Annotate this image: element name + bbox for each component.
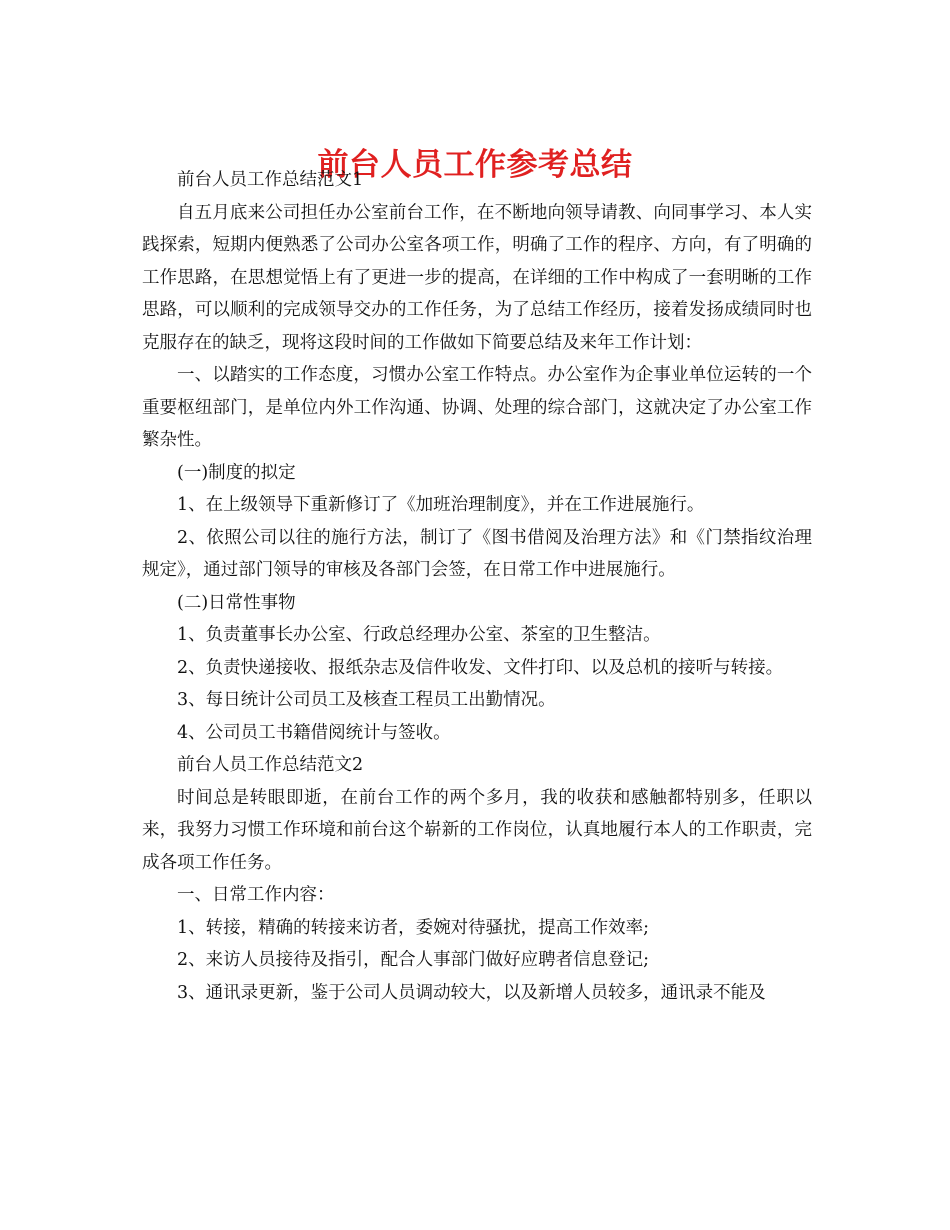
paragraph: 2、来访人员接待及指引，配合人事部门做好应聘者信息登记; xyxy=(177,950,650,970)
paragraph: 2、负责快递接收、报纸杂志及信件收发、文件打印、以及总机的接听与转接。 xyxy=(177,657,784,678)
paragraph: 前台人员工作总结范文1 xyxy=(177,170,364,190)
paragraph: 2、依照公司以往的施行方法，制订了《图书借阅及治理方法》和《门禁指纹治理规定》，通过部门领导的审核及各部门会签，在日常工作中进展施行。 xyxy=(142,527,812,580)
paragraph: 一、日常工作内容： xyxy=(177,885,335,905)
paragraph: 3、每日统计公司员工及核查工程员工出勤情况。 xyxy=(177,690,556,710)
paragraph: 3、通讯录更新，鉴于公司人员调动较大，以及新增人员较多，通讯录不能及 xyxy=(177,982,766,1003)
paragraph: 1、转接，精确的转接来访者，委婉对待骚扰，提高工作效率; xyxy=(177,917,650,938)
paragraph: 一、以踏实的工作态度，习惯办公室工作特点。办公室作为企事业单位运转的一个重要枢纽部门，是单位内外工作沟通、协调、处理的综合部门，这就决定了办公室工作繁杂性。 xyxy=(142,365,812,450)
paragraph: 时间总是转眼即逝，在前台工作的两个多月，我的收获和感触都特别多，任职以来，我努力习惯工作环境和前台这个崭新的工作岗位，认真地履行本人的工作职责，完成各项工作任务。 xyxy=(142,787,812,873)
paragraph: (一)制度的拟定 xyxy=(177,462,296,483)
paragraph: 前台人员工作总结范文2 xyxy=(177,755,364,775)
paragraph: 1、负责董事长办公室、行政总经理办公室、茶室的卫生整洁。 xyxy=(177,625,661,645)
paragraph: 4、公司员工书籍借阅统计与签收。 xyxy=(177,722,451,743)
paragraph: 自五月底来公司担任办公室前台工作，在不断地向领导请教、向同事学习、本人实践探索，短期内便熟悉了公司办公室各项工作，明确了工作的程序、方向，有了明确的工作思路，在思想觉悟上有了更进一步的提高，在详细的工作中构成了一套明晰的工作思路，可以顺利的完成领导交办的工作任务，为了总结工作经历，接着发扬成绩同时也克服存在的缺乏，现将这段时间的工作做如下简要总结及来年工作计划： xyxy=(142,202,812,353)
paragraph: (二)日常性事物 xyxy=(177,592,296,613)
document-body xyxy=(142,164,812,1009)
paragraph: 1、在上级领导下重新修订了《加班治理制度》，并在工作进展施行。 xyxy=(177,495,705,515)
document-title: 前台人员工作参考总结 xyxy=(317,146,633,183)
